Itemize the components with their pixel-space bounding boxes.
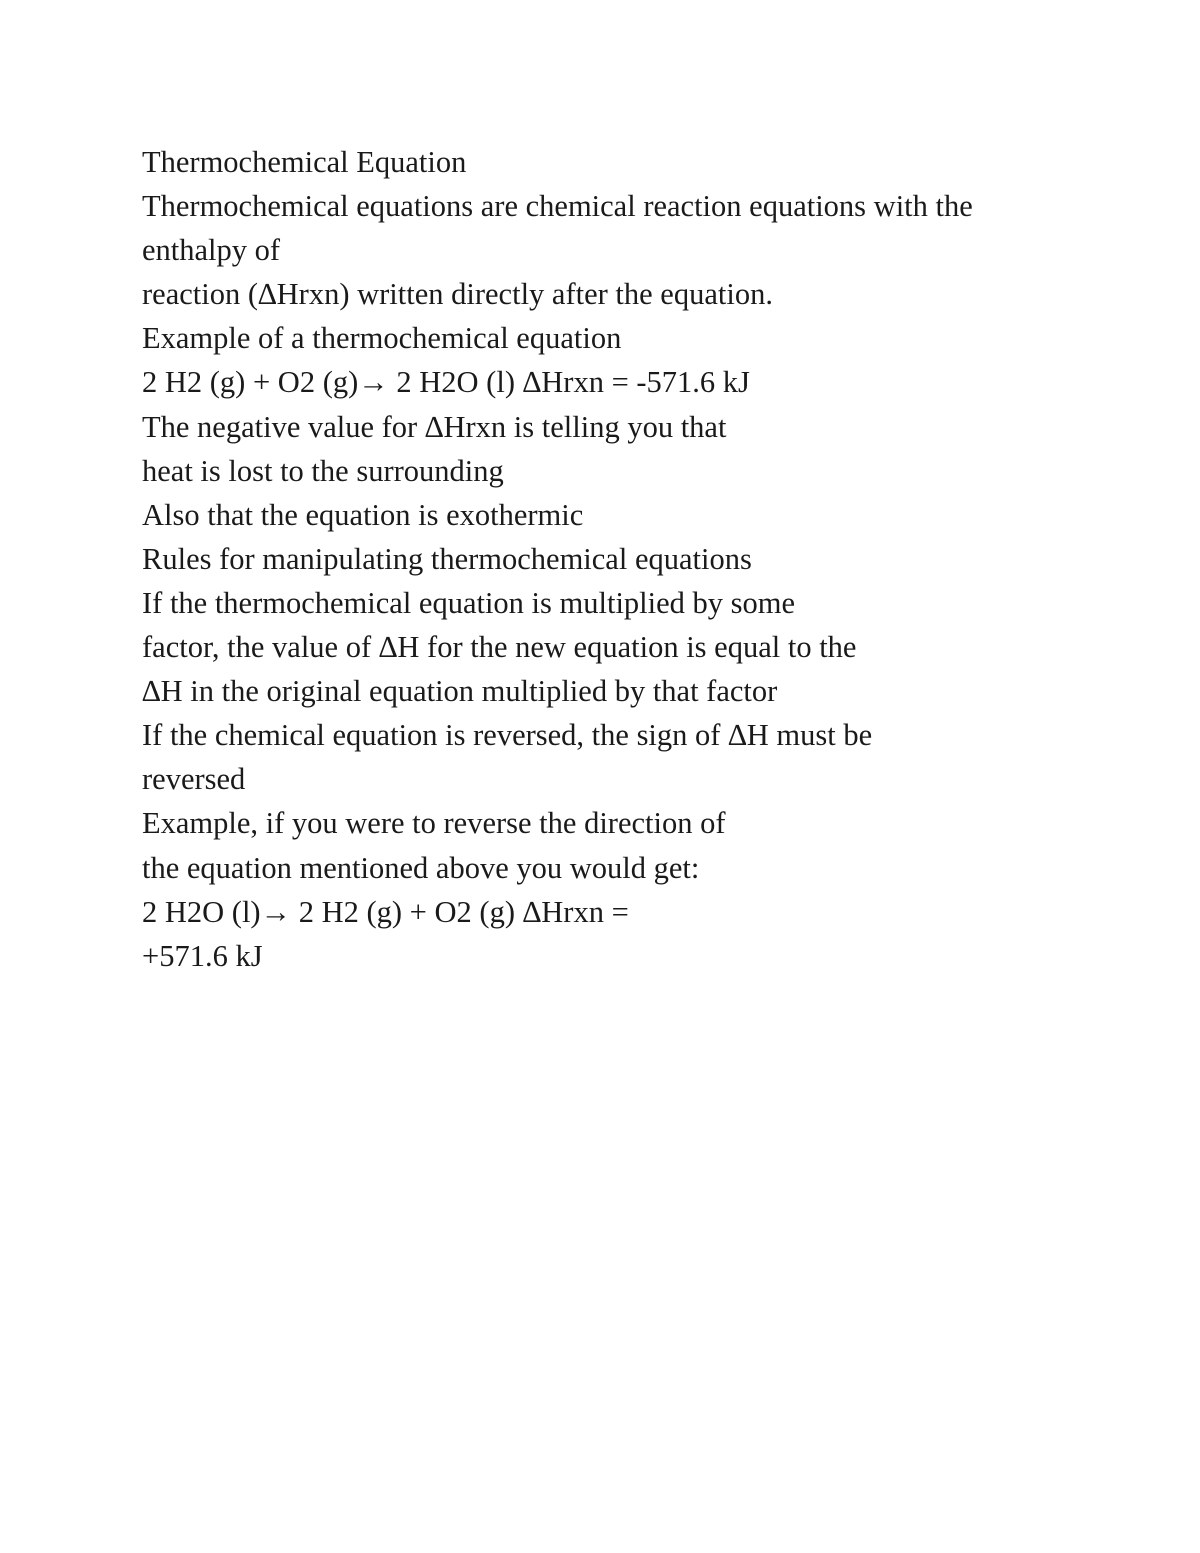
- text-line: the equation mentioned above you would get:: [142, 850, 700, 885]
- text-line: If the thermochemical equation is multiplied by some: [142, 585, 796, 620]
- document-title: Thermochemical Equation: [142, 145, 467, 179]
- document-text-block: [142, 140, 1102, 978]
- text-line: heat is lost to the surrounding: [142, 453, 504, 488]
- text-line: The negative value for ∆Hrxn is telling you that: [142, 409, 727, 444]
- equation-line: 2 H2 (g) + O2 (g)→ 2 H2O (l) ∆Hrxn = -571.6 kJ: [142, 365, 750, 400]
- text-line: enthalpy of: [142, 233, 281, 268]
- text-line: Also that the equation is exothermic: [142, 497, 584, 532]
- equation-value-line: +571.6 kJ: [142, 938, 263, 973]
- equation-line: 2 H2O (l)→ 2 H2 (g) + O2 (g) ∆Hrxn =: [142, 894, 629, 929]
- text-line: Example, if you were to reverse the direction of: [142, 806, 726, 841]
- text-line: Example of a thermochemical equation: [142, 321, 622, 356]
- text-line: Thermochemical equations are chemical reaction equations with the: [142, 189, 973, 224]
- text-line: ∆H in the original equation multiplied by that factor: [142, 674, 778, 709]
- text-line: factor, the value of ∆H for the new equation is equal to the: [142, 630, 857, 665]
- text-line: reversed: [142, 762, 246, 797]
- text-line: reaction (∆Hrxn) written directly after the equation.: [142, 277, 773, 312]
- text-line: If the chemical equation is reversed, the sign of ∆H must be: [142, 718, 873, 753]
- text-line: Rules for manipulating thermochemical equations: [142, 541, 752, 576]
